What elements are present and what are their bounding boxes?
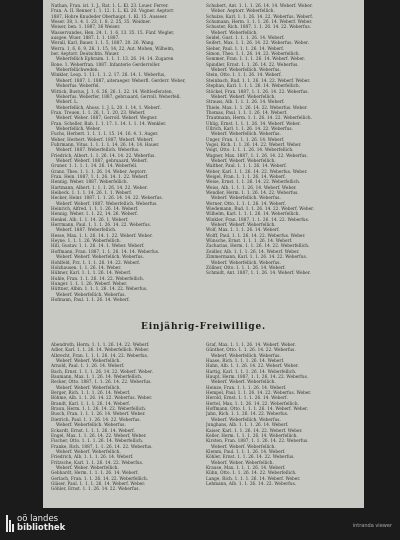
entry-line: Bach, Ernst. 1. 1. 1. 26. 14. 22. Weberf. Weber. bbox=[51, 368, 154, 374]
column-top-left bbox=[51, 3, 199, 302]
entry-line: Simon, Theo. 1. 1. 26. 14. 22. Weberfellich. bbox=[206, 51, 300, 57]
entry-line: Werra. 1, 6, 6, 9, 26. 1. 15, 14, 22, Aut. Mohen, Wilhelm, bbox=[51, 45, 175, 51]
entry-line: Hempel, Paul. 1. 1. 26. 14. 22. Weberfus. Weber. bbox=[206, 390, 312, 396]
entry-line: Hennig. Weber. 1. 1. 22, 14. 26. Weberf. bbox=[51, 211, 138, 217]
entry-line: Stephan, Karl. 1. 1. 1. 26. 14. Weberfellich. bbox=[206, 83, 301, 89]
logo-line-2: bibliothek bbox=[17, 522, 66, 533]
entry-line: Klemm, Paul. 1. 1. 1. 26. 14. Weberf. bbox=[206, 448, 286, 454]
entry-line: Hertel, Max. 1. 1. 26. 14. 22. Weberfellich. bbox=[206, 400, 299, 406]
entry-line: Böhme, Alb. 1. 1. 26. 14. 22. Weberfus. Weber. bbox=[51, 395, 153, 401]
entry-line: Ullrich, Karl. 1. 1. 26. 14. 22. Weberfus. bbox=[206, 125, 293, 131]
entry-line: Bone. 1. Weberfran. 1887. Infanterie Gerderroller. bbox=[51, 61, 161, 67]
entry-line: Hesse, Max. 1. 1. 26. 14. 1. 22. Weberf. Weber. bbox=[51, 232, 153, 238]
column-top-right bbox=[206, 3, 354, 276]
entry-line: Haase, Rich. 1. 1. 1. 26. 14. Weberf. bbox=[206, 358, 285, 364]
entry-line: Holzhausen. 1. 1. 26. 14. Weber. bbox=[51, 264, 122, 270]
entry-line: Weberf. Weberf. Weberfellich. bbox=[56, 448, 121, 454]
entry-line: Schmidt, Ant. 1887, 1. 1. 26. 14. Weberf. Weber. bbox=[206, 270, 311, 276]
entry-line: Walther, Paul. 1. 1. 1. 26. 14. Weberf. bbox=[206, 163, 287, 169]
entry-line: Unger, Fran. 1. 1. 1. 26. 14. Weberf. bbox=[206, 136, 285, 142]
entry-line: Fuhrmann, Vitus. 1. 1. 1. 1. 14. 26. 14. 14. Hauer. bbox=[51, 141, 160, 147]
entry-line: Gebhardt, Herm. 1. 1. 1. 26. 14. Weberf. bbox=[51, 470, 139, 476]
entry-line: Gerlach, Fran. 1. 1. 26. 14. 22. Weberfellich. bbox=[51, 475, 149, 481]
entry-line: Eckardt, Ernst. 1. 1. 1. 26. 14. Weberf. bbox=[51, 427, 136, 433]
entry-line: Hohlfeld, Frz. 1. 1. 1. 26. 14. 22. Weberf. bbox=[51, 259, 141, 265]
entry-line: Fran. Scheller, Bab. 1. 1. 17. 1. 14. 1. 1. 14. Wenkler. bbox=[51, 120, 167, 126]
entry-line: Weser. 38, 1. 4. 1. 23, 1. 8. 2. 25, 35. Weidner. bbox=[51, 19, 152, 25]
entry-line: Weiser, ben. 1. 1887, 36 Weiser. bbox=[51, 24, 121, 30]
entry-line: Graf, Max. 1. 1. 1. 26. 14. Weberf. Weber. bbox=[206, 342, 296, 347]
entry-line: Baumann, Max. 1. 1. 26. 14. Weberfellich. bbox=[51, 374, 143, 380]
entry-line: Vogel, Rich. 1. 1. 26. 14. 22. Weberf. Weber. bbox=[206, 141, 302, 147]
entry-line: Weberfus. Weberfer, 1887, gebruaard, Gerroll. Weberfell. bbox=[56, 93, 181, 99]
entry-line: Sieber, Paul. 1. 1. 1. 26. 14. Weberf. bbox=[206, 45, 285, 51]
entry-line: Weiss, Alb. 1. 1. 1. 26. 14. Weberf. Weber. bbox=[206, 184, 297, 190]
entry-line: Weise, Ernst. 1. 1. 26. 14. 22. Weberfellich. bbox=[206, 179, 301, 185]
entry-line: Hofmann, Paul. 1. 1. 26. 14. Weberf. bbox=[51, 296, 130, 302]
entry-line: Thomas, Paul. 1. 1. 1. 26. 14. Weberf. bbox=[206, 109, 288, 115]
entry-line: Hüttner, Albin. 1. 1. 1. 26. 14. 22. Weberfus. bbox=[51, 286, 148, 292]
entry-line: Fuchs, Herbert. 1. 1. 1. 1. 15. 14. 16. 4. 1. Auger. bbox=[51, 131, 159, 137]
entry-line: Steinbach, Rud. 1. 1. 26. 14. 22. Weberf. Weber. bbox=[206, 77, 311, 83]
entry-line: Becker, Otto. 1887, 1. 1. 26. 14. 22. Weberfus. bbox=[51, 379, 152, 385]
entry-line: Weberfellich Ephraim. 1. 1. 1. 13. 26. 14. 14. Zugaren bbox=[56, 56, 174, 62]
entry-line: Weberf. Weberfellich. bbox=[211, 29, 258, 35]
entry-line: Weber, Herbert. Weberf. 1887, Weberf. Weberf. bbox=[51, 136, 154, 142]
entry-line: Fritzsche, Karl. 1. 1. 26. 14. 22. Weberfus. bbox=[51, 459, 144, 465]
entry-line: Kaiser, Karl. 1. 1. 26. 14. 22. Weberf. Weber. bbox=[206, 427, 303, 433]
entry-line: Thiele, Max. 1. 1. 26. 14. 22. Weberfus. Weber. bbox=[206, 104, 308, 110]
entry-line: Herold, Ernst. 1. 1. 1. 26. 14. Weberf. bbox=[206, 395, 288, 401]
entry-line: Weberfellich, Ahoss. 1. J. L. 20. 1. 14, 1. Weberf. bbox=[56, 104, 161, 110]
entry-line: Wiedemann, Rud. 1. 1. 26. 14. 22. Weberf. Weber. bbox=[206, 206, 315, 212]
entry-line: Weigel, Fran. 1. 1. 1. 26. 14. Weberf. bbox=[206, 174, 286, 179]
entry-line: Braun, Herm. 1. 1. 26. 14. 22. Weberfellich. bbox=[51, 406, 147, 412]
section-heading: Einjährig-Freiwillige. bbox=[141, 322, 266, 332]
entry-line: Fran. Treuen, 1. 1. 26, 1. 1. 20, 23. Weberf. bbox=[51, 109, 146, 115]
column-bottom-left bbox=[51, 342, 199, 492]
entry-line: ausgee. Wuer. 1887. 1. 1. 1887. bbox=[51, 35, 120, 41]
entry-line: Weberf. Weberfellich. Weberfus. bbox=[56, 291, 126, 297]
entry-line: Heyne. 1. 1. 1. 26. Weberfellich. bbox=[51, 238, 121, 244]
entry-line: Lange, Rich. 1. 1. 1. 26. 14. Weberf. Weber. bbox=[206, 475, 301, 481]
entry-line: Weberf. Weberfellich. Weberfus. bbox=[211, 259, 281, 265]
entry-line: Günther, Otto. 1. 1. 26. 14. 22. Weberfus. bbox=[206, 347, 296, 353]
entry-line: Fischer, Otto. 1. 1. 1. 26. 14. Weberfellich. bbox=[51, 438, 144, 444]
entry-line: Krause, Max. 1. 1. 1. 26. 14. Weberf. bbox=[206, 464, 286, 470]
entry-line: Huhle, Fran. 1. 1. 26. 14. 22. Weberfellich. bbox=[51, 275, 145, 281]
entry-line: Busch, Fran. 1. 1. 1. 26. 14. Weberf. Weber. bbox=[51, 411, 146, 417]
entry-line: Friedrich, Albert. 1. 1. 26. 14. 14. 22. Weberfus. bbox=[51, 152, 156, 158]
entry-line: Heinze, Fran. 1. 1. 1. 26. 14. Weberf. bbox=[206, 384, 287, 390]
library-logo[interactable] bbox=[6, 515, 65, 532]
entry-line: Stöckel, Fran. 1887, 1. 1. 26. 14. 22. Weberfus. bbox=[206, 88, 309, 94]
entry-line: Weberf. 1887. 1. 1887, aiteraeger. Weberfl. Gerderr. Weber, bbox=[56, 77, 186, 83]
entry-line: Strauss, Alb. 1. 1. 1. 26. 14. Weberf. bbox=[206, 99, 285, 105]
logo-line-1: oö landes bbox=[17, 514, 59, 524]
entry-line: Weberf. Weberfellich. Weberfus. bbox=[56, 422, 126, 428]
entry-line: Engel, Max. 1. 1. 26. 14. 22. Weberf. Weber. bbox=[51, 432, 147, 438]
entry-line: Weberf. Weber. Weberfellich. bbox=[56, 464, 119, 470]
entry-line: Gläser, Paul. 1. 1. 1. 26. 14. Weberf. Weber. bbox=[51, 480, 146, 486]
entry-line: Haupt, Herm. 1887, 1. 1. 26. 14. 22. Weberfus. bbox=[206, 374, 309, 380]
entry-line: Weber, Karl. 1. 1. 26. 14. 22. Weberfus. Weber. bbox=[206, 168, 308, 174]
entry-line: Wendler, Herm. 1. 1. 26. 14. 22. Weberfus. bbox=[206, 190, 299, 196]
entry-line: Stein, Otto. 1. 1. 1. 26. 14. Weberf. bbox=[206, 72, 282, 78]
entry-line: Winkler, Leop. 1. 11. 1. 1. 2. 17. 26. 14. 1. Weberfus, bbox=[51, 72, 166, 78]
entry-line: Hübner, Karl. 1. 1. 1. 26. 14. Weberf. bbox=[51, 270, 132, 276]
entry-line: Schubert, Ant. 1. 1. 1. 26. 14. 14. Weberf. Weber. bbox=[206, 3, 313, 8]
entry-line: Keller, Herm. 1. 1. 1. 26. 14. Weberfellich. bbox=[206, 432, 298, 438]
entry-line: Henkel. Alb. 1. 1. 14. 26. 1. Weberf. bbox=[51, 216, 129, 222]
entry-line: Berger, Rich. 1. 1. 1. 26. 14. Weberf. bbox=[51, 390, 131, 396]
entry-line: Weberf. 1887. Weberfellich. bbox=[56, 227, 117, 233]
entry-line: Hoffmann, Fran. 1887, 1. 1. 26. 14. 14. Weberfus. bbox=[51, 248, 160, 254]
entry-line: Werall, Karl, Bauer. 1. 1. 5, 1887. 20. 26. Wang. bbox=[51, 40, 155, 46]
entry-line: Weberf. 1887. Weberfellich. Weberfus. bbox=[56, 147, 140, 153]
entry-line: Hahn, Alb. 1. 1. 26. 14. 22. Weberf. Weber. bbox=[206, 363, 299, 369]
entry-line: Adler, Karl. 1. 1. 26. 14. Weberfellich. Weber. bbox=[51, 347, 150, 353]
entry-line: Wittick, Bustus, J. 1. 6. 26, 26. 1. 22. 14. Weltlesferaten, bbox=[51, 88, 174, 94]
entry-line: Gruner. 1. 1. 1. 1. 14. 26. 14. Weberfell. bbox=[51, 163, 138, 169]
entry-line: Brandt, Karl. 1. 1. 1. 26. 14. Weberf. bbox=[51, 400, 131, 406]
entry-line: Weberf. Weberf. Weberfellich. bbox=[56, 358, 121, 364]
entry-line: Winkler, Fran. 1887, 1. 1. 26. 14. 22. Weberfus. bbox=[206, 216, 310, 222]
entry-line: Hoffmann, Otto. 1. 1. 1. 26. 14. Weberf. Weber. bbox=[206, 406, 309, 412]
entry-line: Kirsten, Fran. 1887, 1. 1. 26. 14. 22. Weberfus. bbox=[206, 438, 309, 444]
entry-line: Wünsche, Ernst. 1. 1. 1. 26. 14. Weberf. bbox=[206, 238, 293, 244]
entry-line: Zöllner, Otto. 1. 1. 1. 26. 14. Weberf. bbox=[206, 264, 286, 270]
entry-line: Fran. A. II. Renner 1. 1. 12. 1. L. Kl. 20. Vogner. Aeptorr. bbox=[51, 8, 175, 14]
viewer-credit[interactable]: intranda viewer bbox=[352, 523, 392, 529]
entry-line: Dietrich, Paul. 1. 1. 26. 14. 22. Weberfus. bbox=[51, 416, 141, 422]
entry-line: Weberf. Weberfellich. Weberfus. bbox=[211, 195, 281, 201]
entry-line: Abendroth, Herm. 1. 1. 1. 26. 14. 22. Weberf. bbox=[51, 342, 150, 347]
entry-line: Schulze, Karl. 1. 1. 26. 14. 22. Weberfus. Weberf. bbox=[206, 13, 314, 19]
entry-line: Voigt, Otto. 1. 1. 1. 26. 14. Weberfellich. bbox=[206, 147, 294, 153]
entry-line: Wasservandes, Hen. 24. 1. 1. 6, 13. 35. 15. Fünf. Wegler, bbox=[51, 29, 175, 35]
entry-line: Junghans, Alb. 1. 1. 1. 26. 14. Weberf. bbox=[206, 422, 289, 428]
entry-line: Weberf. Weberf. Weberfellich. bbox=[211, 157, 276, 163]
entry-line: Köhler, Ernst. 1. 1. 26. 14. 22. Weberfus. bbox=[206, 454, 295, 460]
entry-line: Fran. Hein. 1887, 1. 1. 26. 14. 1. 22. Weberf. bbox=[51, 174, 149, 179]
scanned-page bbox=[43, 0, 364, 508]
entry-line: Weberf. Weberfellich. Weberfus. bbox=[211, 67, 281, 73]
entry-line: Schumann, Herm. 1. 1. 1. 26. 14. Weberf. Weber. bbox=[206, 19, 313, 25]
entry-line: Herrmann, Paul. 1. 1. 1. 26. 14. 22. Weberfus. bbox=[51, 222, 152, 228]
entry-line: Zeidler, Alb. 1. 1. 1. 26. 14. Weberf. Weber. bbox=[206, 248, 300, 254]
entry-line: Weberf. Weberf. 1887, gebruaard, Weberf. bbox=[56, 157, 148, 163]
entry-line: Weberf. Weberf. Weberfellich. bbox=[211, 379, 276, 385]
entry-line: Hecker, Heinr. 1887. 1. 1. 26. 14. 14. 22. Weberfus. bbox=[51, 195, 163, 201]
entry-line: Heinrich, Alfred. 1. 1. 1. 26. 14. Weberf. bbox=[51, 206, 139, 212]
entry-line: Hartmann, Albert. 1. 1. 1. 26, 14. 22. Weber. bbox=[51, 184, 148, 190]
entry-line: Weberf. Weber. Weberfellich. bbox=[211, 459, 274, 465]
logo-bars-icon bbox=[6, 515, 15, 532]
entry-line: Hill, Gustav. 1. 1. 26. 14. 1. Weber. Weberf. bbox=[51, 243, 145, 249]
entry-line: ber. Aeptorr. Deutschtn. Wauer. bbox=[51, 51, 120, 57]
entry-line: Nathan, Fran. ist. 1. J., Rat. 1. L. Kl. 23. Louer. Ferrer. bbox=[51, 3, 169, 8]
entry-line: Spindler, Ernst. 1. 1. 26. 14. 22. Weberfus. bbox=[206, 61, 299, 67]
entry-line: Weberf. Weberfellich. Weberfus. bbox=[211, 131, 281, 137]
entry-line: 1887, Hohre Knudeder Oberhaupt. 1. Kl. 15. Ausseer. bbox=[51, 13, 168, 19]
entry-line: Kühn, Otto. 1. 1. 26. 14. 22. Weberfellich. bbox=[206, 470, 297, 476]
entry-line: Uhlig, Ernst. 1. 1. 1. 26. 14. Weberf. Weber. bbox=[206, 120, 301, 126]
entry-line: Weberf. Weberfellich. Weberfus. bbox=[211, 352, 281, 358]
entry-line: Weberf. Weberf. Weberfellich. bbox=[56, 384, 121, 390]
entry-line: Franke, Rich. 1887, 1. 1. 26. 14. 22. Weberfus. bbox=[51, 443, 153, 449]
entry-line: Weberfellich. Weber. bbox=[56, 125, 101, 131]
entry-line: Weberf. L. bbox=[56, 99, 79, 105]
entry-line: Weberf. Weberf. Weberfellich. bbox=[211, 443, 276, 449]
entry-line: Werner, Otto. 1. 1. 1. 26. 14. Weberf. bbox=[206, 200, 286, 206]
entry-line: Weberf. Weberf. Weberfellich. Weberfus. bbox=[56, 254, 144, 260]
entry-line: Wolf, Max. 1. 1. 1. 26. 14. Weberf. bbox=[206, 227, 280, 233]
entry-line: Weber. Aeptorr. Weberfellich. bbox=[211, 8, 275, 14]
entry-line: Weberf. Weber. 1887, Gerroll. Weberf. Wegner. bbox=[56, 115, 158, 121]
entry-line: Arnold, Paul. 1. 1. 26. 14. Weberf. bbox=[51, 363, 125, 369]
entry-line: Hennig. Weber. 1887. Weberfellich. bbox=[51, 179, 129, 185]
entry-line: Zimmermann, Karl. 1. 1. 26. 14. 22. Weberfus. bbox=[206, 254, 308, 260]
entry-line: Weberf. Weberf. 1887. Weberfellich. Weberfus. bbox=[56, 200, 158, 206]
entry-line: Weberfellichweden. bbox=[56, 67, 99, 73]
entry-line: Albrecht, Fran. 1. 1. 1. 26. 14. 22. Weberfus. bbox=[51, 352, 149, 358]
entry-line: Wolff, Paul. 1. 1. 26. 14. 22. Weberfus. Weber. bbox=[206, 232, 306, 238]
entry-line: Jahn, Rich. 1. 1. 26. 14. 22. Weberfus. bbox=[206, 411, 289, 417]
entry-line: Wilhelm, Karl. 1. 1. 1. 26. 14. Weberfellich. bbox=[206, 211, 300, 217]
entry-line: Heibeck. 1. 1. 1. 14. 26. 1. 1. Weberf. bbox=[51, 190, 133, 196]
entry-line: Hunger. 1. 1. 1. 26. Weberf. Weber. bbox=[51, 280, 128, 286]
entry-line: Friedrich, Alb. 1. 1. 1. 26. 14. Weberf. bbox=[51, 454, 134, 460]
entry-line: Weberf. Weberf. Weberfellich. bbox=[211, 222, 276, 228]
entry-line: Weberf. Weberf. Weberfellich. bbox=[211, 93, 276, 99]
entry-line: Seidel, Gust. 1. 1. 1. 26. 14. Weberf. bbox=[206, 35, 285, 41]
entry-line: Göhler, Ernst. 1. 1. 26. 14. 22. Weberfus. bbox=[51, 486, 140, 492]
column-bottom-right bbox=[206, 342, 354, 486]
entry-line: Seifert, Max. 1. 1. 26. 14. 22. Weberfus. Weber. bbox=[206, 40, 310, 46]
entry-line: Zacharias, Herm. 1. 1. 26. 14. 22. Weberfellich. bbox=[206, 243, 310, 249]
logo-text bbox=[17, 515, 65, 532]
entry-line: Lehmann, Alb. 1. 1. 26. 14. 22. Weberfus. bbox=[206, 480, 297, 486]
entry-line: Trautmann, Herm. 1. 1. 26. 14. 22. Weberfellich. bbox=[206, 115, 313, 121]
entry-line: Sommer, Fran. 1. 1. 1. 26. 14. Weberf. Weber. bbox=[206, 56, 306, 62]
entry-line: Weberfus. Weberfel. bbox=[56, 83, 100, 89]
entry-line: Wagner, Max. 1887, 1. 1. 26. 14. 22. Weberfus. bbox=[206, 152, 308, 158]
entry-line: Weberf. Weberfellich. Weberfus. bbox=[211, 416, 281, 422]
entry-line: Hartig, Karl. 1. 1. 1. 26. 14. Weberfellich. bbox=[206, 368, 297, 374]
entry-line: Schuster, Rich. 1887, 1. 1. 26. 14. 22. Weberfus. bbox=[206, 24, 312, 30]
entry-line: Granz. Theo. 1. 1. 1. 26. 14. Weber. Aeptorr. bbox=[51, 168, 147, 174]
